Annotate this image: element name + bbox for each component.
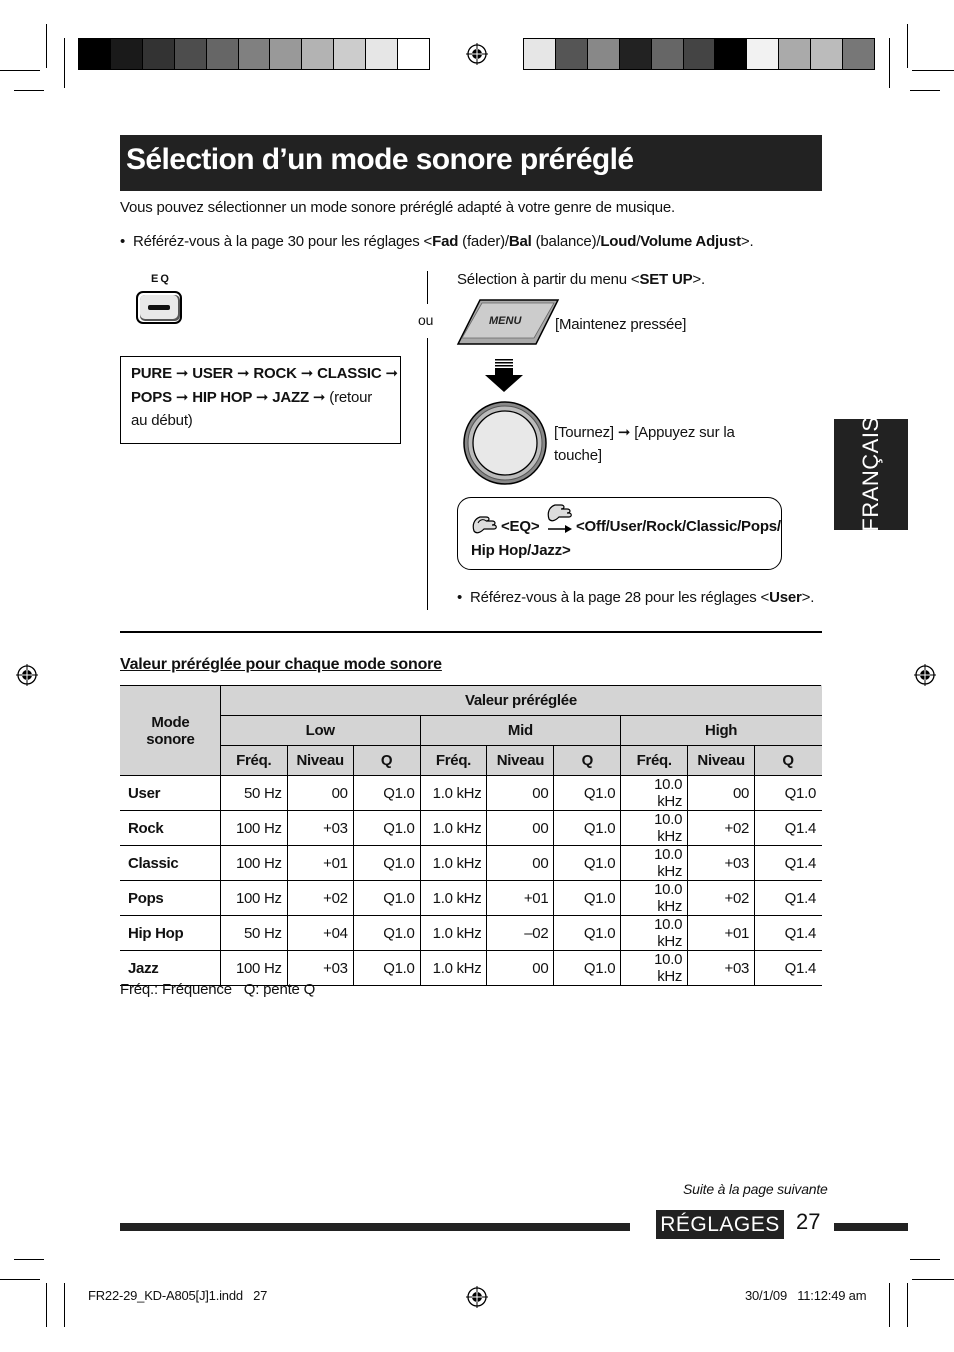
table-row [121,881,822,916]
mode-pops: POPS [131,389,172,406]
mode-column-header [121,686,221,776]
value-cell: 100 Hz [220,811,287,846]
loud-label: Loud [600,233,637,250]
page-title: Sélection d’un mode sonore préréglé [126,143,634,176]
subheader-q: Q [554,746,621,776]
value-cell: Q1.4 [755,846,822,881]
value-cell: +01 [688,916,755,951]
mode-jazz: JAZZ [272,389,309,406]
value-cell: 10.0 kHz [621,951,688,986]
menu-button[interactable] [456,298,560,346]
setup-label: SET UP [639,271,693,288]
value-cell: 1.0 kHz [420,811,487,846]
value-cell: 10.0 kHz [621,811,688,846]
table-title: Valeur préréglée pour chaque mode sonore [120,656,442,673]
eq-button-icon[interactable] [136,291,184,325]
value-cell: Q1.0 [554,881,621,916]
value-cell: +02 [688,811,755,846]
value-cell: 00 [487,776,554,811]
subheader-level: Niveau [487,746,554,776]
sequence-line-2: POPS ➞ HIP HOP ➞ JAZZ ➞ (retour [131,389,373,406]
value-cell: Q1.0 [353,776,420,811]
bullet-fad-bal [120,230,753,253]
column-divider-top [427,271,428,304]
value-cell: 00 [487,846,554,881]
bullet-text: Référéz-vous à la page 30 pour les réglages < [133,233,433,250]
table-row [121,776,822,811]
eq-path-options-1: <Off/User/Rock/Classic/Pops/ [576,518,781,535]
slug-date: 30/1/09 11:12:49 am [745,1288,867,1303]
user-label: User [769,589,802,606]
subheader-level: Niveau [688,746,755,776]
subheader-freq: Fréq. [220,746,287,776]
value-cell: +03 [688,951,755,986]
subheader-level: Niveau [287,746,353,776]
preset-group-header: Valeur préréglée [220,686,821,716]
value-cell: 10.0 kHz [621,846,688,881]
table-row [121,916,822,951]
value-cell: 1.0 kHz [420,881,487,916]
table-legend: Fréq.: Fréquence Q: pente Q [120,981,316,998]
eq-button-label: EQ [151,273,171,285]
registration-mark-icon [466,43,488,65]
value-cell: –02 [487,916,554,951]
footer-bar-right [834,1223,908,1231]
page-number: 27 [796,1209,821,1234]
value-cell: Q1.4 [755,951,822,986]
language-tab-label: FRANÇAIS [858,416,883,532]
menu-path-text [457,268,705,291]
mode-hip-hop: HIP HOP [192,389,252,406]
control-knob-icon[interactable] [462,400,548,486]
bullet-dot: • [120,233,133,250]
value-cell: +04 [287,916,353,951]
bullet-text: (fader)/ [458,233,509,250]
mode-name-cell: User [121,776,221,811]
value-cell: Q1.0 [353,811,420,846]
mode-name-cell: Rock [121,811,221,846]
bal-label: Bal [508,233,532,250]
band-header-mid: Mid [420,716,621,746]
intro-text: Vous pouvez sélectionner un mode sonore préréglé adapté à votre genre de musique. [120,199,676,216]
color-bar-right [523,38,875,70]
value-cell: 1.0 kHz [420,776,487,811]
bullet-dot: • [457,589,470,606]
value-cell: Q1.0 [554,776,621,811]
column-divider-bottom [427,338,428,610]
menu-path-suffix: >. [692,271,705,288]
section-label: RÉGLAGES [656,1210,784,1239]
band-header-low: Low [220,716,420,746]
section-divider [120,631,822,633]
fad-label: Fad [432,233,459,250]
hold-caption: [Maintenez pressée] [555,316,687,333]
registration-mark-icon [914,664,936,686]
value-cell: Q1.0 [353,951,420,986]
value-cell: Q1.4 [755,811,822,846]
band-header-high: High [621,716,822,746]
slug-filename: FR22-29_KD-A805[J]1.indd 27 [88,1288,268,1303]
value-cell: 100 Hz [220,881,287,916]
mode-name-cell: Jazz [121,951,221,986]
value-cell: 10.0 kHz [621,881,688,916]
mode-rock: ROCK [253,365,297,382]
value-cell: +01 [287,846,353,881]
sequence-line-1: PURE ➞ USER ➞ ROCK ➞ CLASSIC ➞ [131,365,398,382]
mode-name-cell: Pops [121,881,221,916]
value-cell: 50 Hz [220,776,287,811]
value-cell: 50 Hz [220,916,287,951]
bullet-text: >. [801,589,815,606]
registration-mark-icon [16,664,38,686]
subheader-q: Q [755,746,822,776]
turn-caption: [Tournez] [554,424,614,441]
menu-path-prefix: Sélection à partir du menu < [457,271,640,288]
value-cell: +03 [688,846,755,881]
subheader-freq: Fréq. [420,746,487,776]
table-row [121,811,822,846]
value-cell: Q1.0 [554,811,621,846]
value-cell: 00 [487,811,554,846]
value-cell: +03 [287,951,353,986]
press-caption: [Appuyez sur la [634,424,735,441]
knob-caption-2: touche] [554,447,602,464]
value-cell: Q1.0 [353,881,420,916]
color-bar-left [78,38,430,70]
value-cell: 1.0 kHz [420,846,487,881]
mode-name-cell: Classic [121,846,221,881]
knob-caption-1: [Tournez] ➞ [Appuyez sur la [554,424,735,441]
sequence-tail: (retour [329,389,373,406]
mode-header-line-1: Mode [151,713,190,731]
value-cell: 00 [287,776,353,811]
table-row [121,846,822,881]
bullet-text: (balance)/ [531,233,601,250]
value-cell: 10.0 kHz [621,776,688,811]
bullet-user [457,586,814,609]
table-body [121,776,822,986]
value-cell: Q1.0 [554,846,621,881]
value-cell: 10.0 kHz [621,916,688,951]
subheader-q: Q [353,746,420,776]
menu-button-label: MENU [489,315,522,327]
mode-user: USER [192,365,234,382]
value-cell: +01 [487,881,554,916]
value-cell: Q1.0 [554,916,621,951]
bullet-text: / [636,233,641,250]
value-cell: Q1.4 [755,881,822,916]
value-cell: +02 [287,881,353,916]
value-cell: Q1.0 [755,776,822,811]
value-cell: 1.0 kHz [420,951,487,986]
mode-name-cell: Hip Hop [121,916,221,951]
value-cell: 100 Hz [220,846,287,881]
continue-note: Suite à la page suivante [683,1181,828,1197]
eq-preset-table [120,685,822,986]
mode-header-line-2: sonore [146,730,195,748]
down-arrow-icon [484,359,524,393]
mode-pure: PURE [131,365,172,382]
sequence-line-3: au début) [131,412,193,429]
value-cell: 100 Hz [220,951,287,986]
value-cell: Q1.4 [755,916,822,951]
value-cell: 00 [688,776,755,811]
or-label: ou [418,312,434,328]
value-cell: 1.0 kHz [420,916,487,951]
bullet-text: Référez-vous à la page 28 pour les réglages < [470,589,770,606]
turn-press-arrow-icon [545,503,573,535]
value-cell: 00 [487,951,554,986]
bullet-text: >. [740,233,754,250]
value-cell: +02 [688,881,755,916]
eq-path-eq: <EQ> [501,518,540,535]
value-cell: Q1.0 [353,846,420,881]
subheader-freq: Fréq. [621,746,688,776]
volume-adjust-label: Volume Adjust [640,233,741,250]
eq-path-options-2: Hip Hop/Jazz> [471,542,571,559]
turn-press-icon [470,513,498,537]
footer-bar-left [120,1223,630,1231]
value-cell: Q1.0 [353,916,420,951]
registration-mark-icon [466,1286,488,1308]
mode-classic: CLASSIC [317,365,382,382]
value-cell: +03 [287,811,353,846]
value-cell: Q1.0 [554,951,621,986]
